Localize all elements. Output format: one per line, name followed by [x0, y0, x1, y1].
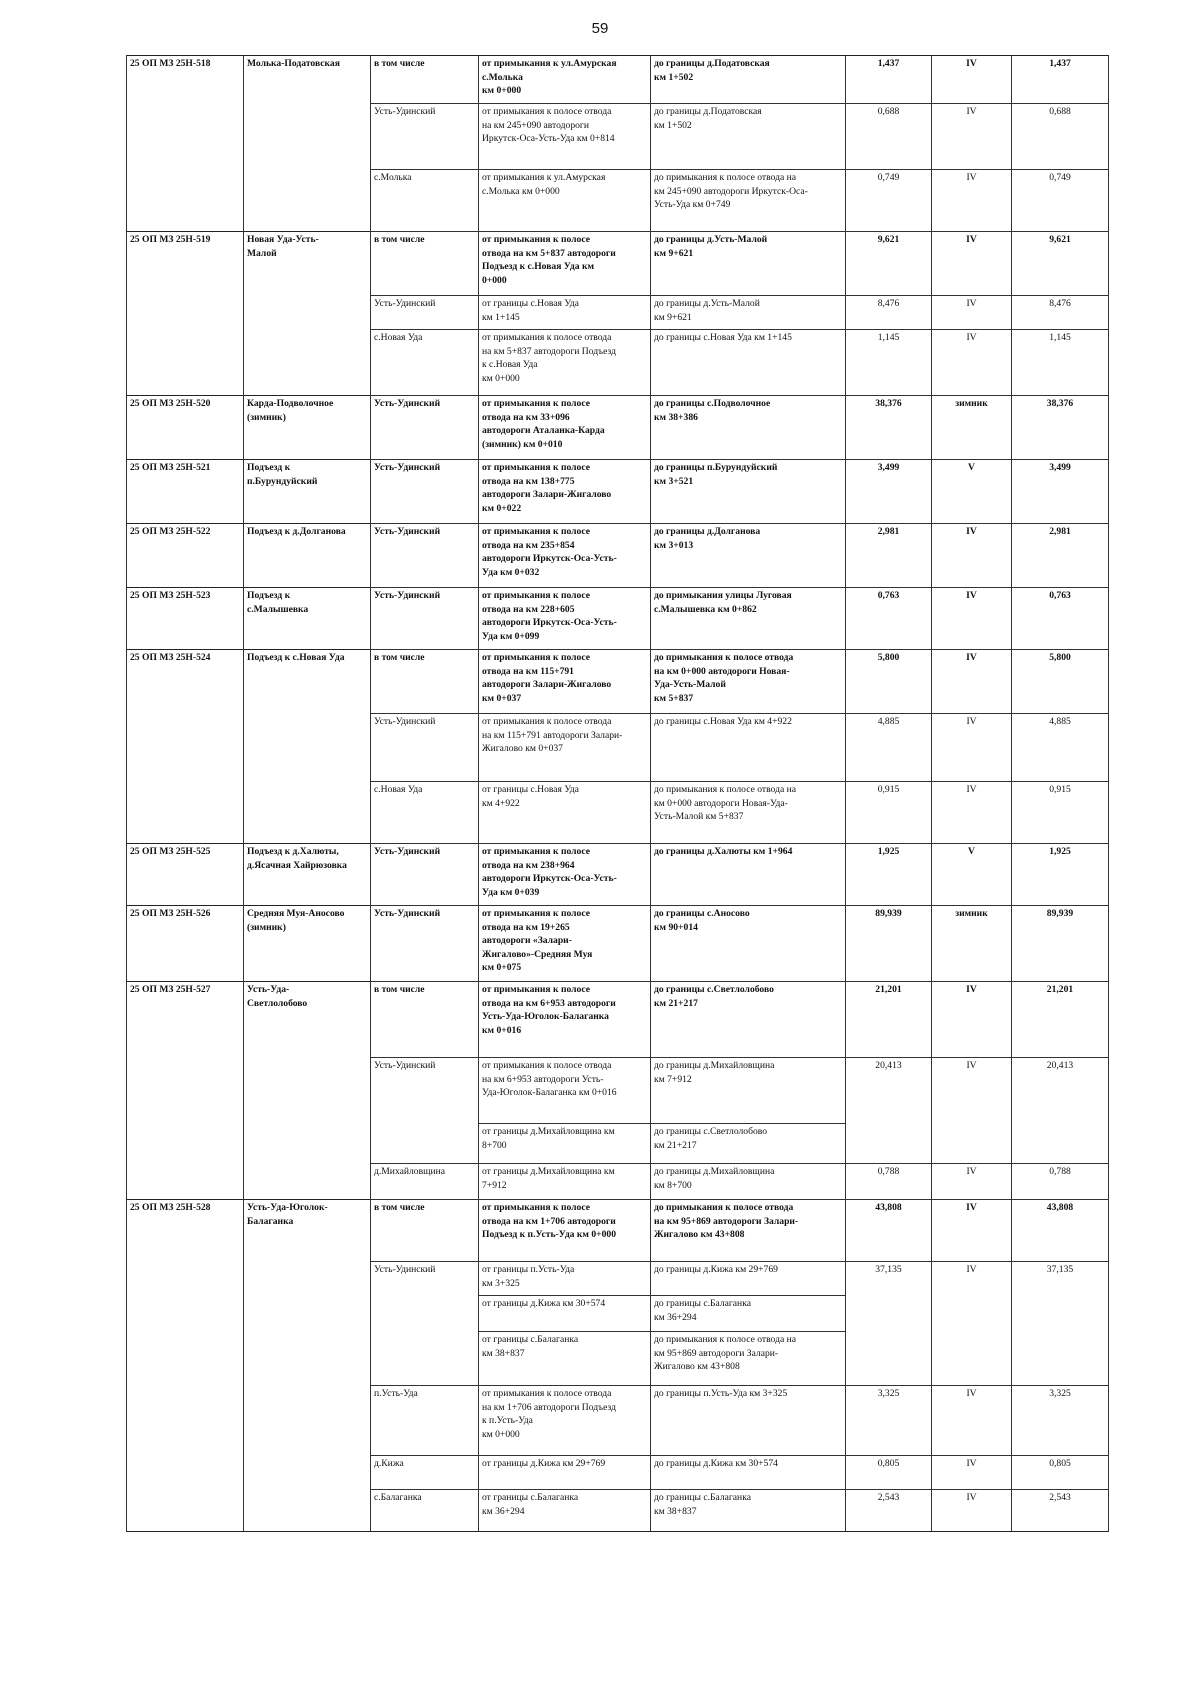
total-length-cell: 0,788	[1012, 1164, 1109, 1200]
end-point-cell: до границы д.Михайловщина км 7+912	[651, 1058, 846, 1124]
road-name-cell: Карда-Подволочное (зимник)	[244, 396, 371, 460]
end-point-cell: до границы д.Долганова км 3+013	[651, 524, 846, 588]
end-point-cell: до границы д.Халюты км 1+964	[651, 844, 846, 906]
end-point-cell: до границы с.Балаганка км 38+837	[651, 1490, 846, 1532]
end-point-cell: до границы д.Усть-Малой км 9+621	[651, 232, 846, 296]
road-code-cell	[127, 1296, 244, 1332]
start-point-cell: от границы д.Кижа км 30+574	[479, 1296, 651, 1332]
start-point-cell: от границы д.Михайловщина км 8+700	[479, 1124, 651, 1164]
category-cell: IV	[932, 982, 1012, 1058]
district-cell: с.Новая Уда	[371, 782, 479, 844]
district-cell: в том числе	[371, 56, 479, 104]
total-length-cell: 0,688	[1012, 104, 1109, 170]
category-cell: IV	[932, 588, 1012, 650]
table-row	[127, 460, 1109, 524]
district-cell	[371, 1124, 479, 1164]
length-cell: 9,621	[846, 232, 932, 296]
start-point-cell: от границы п.Усть-Уда км 3+325	[479, 1262, 651, 1296]
district-cell: Усть-Удинский	[371, 396, 479, 460]
road-name-cell	[244, 1262, 371, 1296]
length-cell: 89,939	[846, 906, 932, 982]
table-row	[127, 982, 1109, 1058]
table-row	[127, 650, 1109, 714]
road-code-cell	[127, 1386, 244, 1456]
table-row	[127, 1262, 1109, 1296]
page-number: 59	[591, 20, 609, 37]
category-cell: IV	[932, 1200, 1012, 1262]
start-point-cell: от примыкания к полосе отвода на км 5+837 автодороги Подъезд к с.Новая Уда км 0+000	[479, 330, 651, 396]
road-name-cell	[244, 1058, 371, 1124]
district-cell: Усть-Удинский	[371, 460, 479, 524]
road-code-cell	[127, 1058, 244, 1124]
total-length-cell: 0,763	[1012, 588, 1109, 650]
table-row	[127, 330, 1109, 396]
total-length-cell: 1,437	[1012, 56, 1109, 104]
road-name-cell	[244, 1456, 371, 1490]
category-cell: IV	[932, 170, 1012, 232]
total-length-cell: 3,499	[1012, 460, 1109, 524]
end-point-cell: до границы с.Новая Уда км 1+145	[651, 330, 846, 396]
road-code-cell: 25 ОП МЗ 25Н-521	[127, 460, 244, 524]
district-cell: д.Михайловщина	[371, 1164, 479, 1200]
total-length-cell: 38,376	[1012, 396, 1109, 460]
end-point-cell: до границы д.Усть-Малой км 9+621	[651, 296, 846, 330]
start-point-cell: от границы д.Кижа км 29+769	[479, 1456, 651, 1490]
road-code-cell: 25 ОП МЗ 25Н-523	[127, 588, 244, 650]
length-cell: 37,135	[846, 1262, 932, 1296]
category-cell	[932, 1124, 1012, 1164]
category-cell: IV	[932, 1490, 1012, 1532]
table-row	[127, 844, 1109, 906]
start-point-cell: от границы с.Новая Уда км 1+145	[479, 296, 651, 330]
total-length-cell: 0,805	[1012, 1456, 1109, 1490]
start-point-cell: от примыкания к полосе отвода на км 115+791 автодороги Залари-Жигалово км 0+037	[479, 650, 651, 714]
end-point-cell: до примыкания к полосе отвода на км 0+000 автодороги Новая- Уда-Усть-Малой км 5+837	[651, 650, 846, 714]
end-point-cell: до границы с.Аносово км 90+014	[651, 906, 846, 982]
end-point-cell: до границы д.Кижа км 30+574	[651, 1456, 846, 1490]
total-length-cell: 4,885	[1012, 714, 1109, 782]
road-code-cell: 25 ОП МЗ 25Н-527	[127, 982, 244, 1058]
road-code-cell	[127, 1456, 244, 1490]
road-code-cell	[127, 1332, 244, 1386]
start-point-cell: от примыкания к полосе отвода на км 235+854 автодороги Иркутск-Оса-Усть- Уда км 0+032	[479, 524, 651, 588]
road-name-cell: Усть-Уда-Юголок- Балаганка	[244, 1200, 371, 1262]
table-row	[127, 1386, 1109, 1456]
road-name-cell	[244, 714, 371, 782]
start-point-cell: от примыкания к полосе отвода на км 1+706 автодороги Подъезд к п.Усть-Уда км 0+000	[479, 1200, 651, 1262]
road-name-cell	[244, 1386, 371, 1456]
district-cell: Усть-Удинский	[371, 524, 479, 588]
roads-table	[126, 55, 1109, 1532]
district-cell: Усть-Удинский	[371, 588, 479, 650]
total-length-cell: 20,413	[1012, 1058, 1109, 1124]
end-point-cell: до примыкания к полосе отвода на км 95+869 автодороги Залари- Жигалово км 43+808	[651, 1200, 846, 1262]
road-code-cell: 25 ОП МЗ 25Н-518	[127, 56, 244, 104]
category-cell: IV	[932, 650, 1012, 714]
table-row	[127, 104, 1109, 170]
road-name-cell	[244, 170, 371, 232]
start-point-cell: от примыкания к полосе отвода на км 138+775 автодороги Залари-Жигалово км 0+022	[479, 460, 651, 524]
start-point-cell: от примыкания к полосе отвода на км 6+953 автодороги Усть-Уда-Юголок-Балаганка км 0+016	[479, 982, 651, 1058]
category-cell: IV	[932, 1164, 1012, 1200]
table-row	[127, 232, 1109, 296]
total-length-cell	[1012, 1124, 1109, 1164]
length-cell	[846, 1332, 932, 1386]
road-name-cell	[244, 1490, 371, 1532]
end-point-cell: до границы с.Светлолобово км 21+217	[651, 1124, 846, 1164]
end-point-cell: до границы с.Новая Уда км 4+922	[651, 714, 846, 782]
road-code-cell	[127, 1124, 244, 1164]
total-length-cell: 37,135	[1012, 1262, 1109, 1296]
length-cell: 38,376	[846, 396, 932, 460]
road-name-cell: Подъезд к с.Малышевка	[244, 588, 371, 650]
end-point-cell: до границы д.Михайловщина км 8+700	[651, 1164, 846, 1200]
road-name-cell	[244, 1164, 371, 1200]
table-row	[127, 296, 1109, 330]
road-code-cell	[127, 1490, 244, 1532]
start-point-cell: от примыкания к полосе отвода на км 19+265 автодороги «Залари- Жигалово»-Средняя Муя км 0+075	[479, 906, 651, 982]
road-code-cell: 25 ОП МЗ 25Н-524	[127, 650, 244, 714]
road-name-cell	[244, 1296, 371, 1332]
category-cell: IV	[932, 56, 1012, 104]
category-cell: IV	[932, 296, 1012, 330]
start-point-cell: от примыкания к ул.Амурская с.Молька км 0+000	[479, 170, 651, 232]
road-name-cell: Усть-Уда- Светлолобово	[244, 982, 371, 1058]
district-cell: с.Балаганка	[371, 1490, 479, 1532]
end-point-cell: до примыкания к полосе отвода на км 245+090 автодороги Иркутск-Оса- Усть-Уда км 0+749	[651, 170, 846, 232]
table-row	[127, 714, 1109, 782]
road-code-cell	[127, 170, 244, 232]
category-cell: IV	[932, 1386, 1012, 1456]
road-name-cell: Подъезд к с.Новая Уда	[244, 650, 371, 714]
district-cell: Усть-Удинский	[371, 104, 479, 170]
end-point-cell: до границы с.Балаганка км 36+294	[651, 1296, 846, 1332]
category-cell: IV	[932, 232, 1012, 296]
road-name-cell: Новая Уда-Усть- Малой	[244, 232, 371, 296]
length-cell	[846, 1296, 932, 1332]
category-cell: IV	[932, 1262, 1012, 1296]
total-length-cell: 1,925	[1012, 844, 1109, 906]
total-length-cell: 0,915	[1012, 782, 1109, 844]
road-name-cell	[244, 296, 371, 330]
table-row	[127, 396, 1109, 460]
road-name-cell	[244, 104, 371, 170]
district-cell: в том числе	[371, 982, 479, 1058]
road-code-cell: 25 ОП МЗ 25Н-520	[127, 396, 244, 460]
table-row	[127, 170, 1109, 232]
category-cell: зимник	[932, 396, 1012, 460]
end-point-cell: до примыкания к полосе отвода на км 95+869 автодороги Залари- Жигалово км 43+808	[651, 1332, 846, 1386]
road-code-cell	[127, 104, 244, 170]
end-point-cell: до границы д.Податовская км 1+502	[651, 104, 846, 170]
length-cell: 20,413	[846, 1058, 932, 1124]
start-point-cell: от примыкания к ул.Амурская с.Молька км 0+000	[479, 56, 651, 104]
length-cell: 43,808	[846, 1200, 932, 1262]
road-name-cell	[244, 782, 371, 844]
category-cell	[932, 1296, 1012, 1332]
road-code-cell	[127, 296, 244, 330]
road-code-cell: 25 ОП МЗ 25Н-522	[127, 524, 244, 588]
start-point-cell: от примыкания к полосе отвода на км 5+837 автодороги Подъезд к с.Новая Уда км 0+000	[479, 232, 651, 296]
end-point-cell: до границы п.Бурундуйский км 3+521	[651, 460, 846, 524]
road-name-cell	[244, 1332, 371, 1386]
district-cell: с.Молька	[371, 170, 479, 232]
table-row	[127, 782, 1109, 844]
category-cell: зимник	[932, 906, 1012, 982]
road-name-cell: Подъезд к д.Халюты, д.Ясачная Хайрюзовка	[244, 844, 371, 906]
start-point-cell: от границы с.Балаганка км 36+294	[479, 1490, 651, 1532]
length-cell: 21,201	[846, 982, 932, 1058]
total-length-cell: 1,145	[1012, 330, 1109, 396]
total-length-cell: 43,808	[1012, 1200, 1109, 1262]
length-cell	[846, 1124, 932, 1164]
category-cell: IV	[932, 782, 1012, 844]
start-point-cell: от примыкания к полосе отвода на км 1+706 автодороги Подъезд к п.Усть-Уда км 0+000	[479, 1386, 651, 1456]
length-cell: 2,543	[846, 1490, 932, 1532]
start-point-cell: от границы с.Новая Уда км 4+922	[479, 782, 651, 844]
table-row	[127, 1058, 1109, 1124]
category-cell: IV	[932, 714, 1012, 782]
district-cell: Усть-Удинский	[371, 844, 479, 906]
road-code-cell	[127, 330, 244, 396]
start-point-cell: от примыкания к полосе отвода на км 245+090 автодороги Иркутск-Оса-Усть-Уда км 0+814	[479, 104, 651, 170]
district-cell: д.Кижа	[371, 1456, 479, 1490]
road-name-cell: Молька-Податовская	[244, 56, 371, 104]
district-cell: в том числе	[371, 650, 479, 714]
road-name-cell: Подъезд к д.Долганова	[244, 524, 371, 588]
table-bottom-border	[126, 1531, 1108, 1532]
total-length-cell: 3,325	[1012, 1386, 1109, 1456]
district-cell: в том числе	[371, 1200, 479, 1262]
end-point-cell: до границы с.Светлолобово км 21+217	[651, 982, 846, 1058]
length-cell: 1,437	[846, 56, 932, 104]
table-row	[127, 906, 1109, 982]
length-cell: 0,688	[846, 104, 932, 170]
start-point-cell: от границы с.Балаганка км 38+837	[479, 1332, 651, 1386]
district-cell: Усть-Удинский	[371, 296, 479, 330]
total-length-cell: 9,621	[1012, 232, 1109, 296]
total-length-cell	[1012, 1296, 1109, 1332]
length-cell: 0,749	[846, 170, 932, 232]
category-cell: IV	[932, 1456, 1012, 1490]
length-cell: 4,885	[846, 714, 932, 782]
district-cell: Усть-Удинский	[371, 1058, 479, 1124]
end-point-cell: до границы д.Кижа км 29+769	[651, 1262, 846, 1296]
road-code-cell	[127, 714, 244, 782]
start-point-cell: от примыкания к полосе отвода на км 33+096 автодороги Аталанка-Карда (зимник) км 0+010	[479, 396, 651, 460]
road-code-cell	[127, 782, 244, 844]
length-cell: 5,800	[846, 650, 932, 714]
table-row	[127, 1332, 1109, 1386]
road-code-cell: 25 ОП МЗ 25Н-528	[127, 1200, 244, 1262]
district-cell	[371, 1332, 479, 1386]
road-code-cell	[127, 1164, 244, 1200]
start-point-cell: от примыкания к полосе отвода на км 238+964 автодороги Иркутск-Оса-Усть- Уда км 0+039	[479, 844, 651, 906]
table-row	[127, 56, 1109, 104]
length-cell: 8,476	[846, 296, 932, 330]
road-code-cell	[127, 1262, 244, 1296]
category-cell: V	[932, 460, 1012, 524]
road-name-cell: Средняя Муя-Аносово (зимник)	[244, 906, 371, 982]
end-point-cell: до границы с.Подволочное км 38+386	[651, 396, 846, 460]
total-length-cell: 2,543	[1012, 1490, 1109, 1532]
total-length-cell: 2,981	[1012, 524, 1109, 588]
category-cell: V	[932, 844, 1012, 906]
length-cell: 3,325	[846, 1386, 932, 1456]
total-length-cell: 89,939	[1012, 906, 1109, 982]
category-cell: IV	[932, 330, 1012, 396]
category-cell: IV	[932, 524, 1012, 588]
length-cell: 0,805	[846, 1456, 932, 1490]
district-cell: Усть-Удинский	[371, 906, 479, 982]
category-cell: IV	[932, 104, 1012, 170]
length-cell: 1,145	[846, 330, 932, 396]
district-cell: с.Новая Уда	[371, 330, 479, 396]
length-cell: 0,788	[846, 1164, 932, 1200]
start-point-cell: от примыкания к полосе отвода на км 228+605 автодороги Иркутск-Оса-Усть- Уда км 0+099	[479, 588, 651, 650]
end-point-cell: до границы д.Податовская км 1+502	[651, 56, 846, 104]
length-cell: 3,499	[846, 460, 932, 524]
length-cell: 1,925	[846, 844, 932, 906]
end-point-cell: до границы п.Усть-Уда км 3+325	[651, 1386, 846, 1456]
end-point-cell: до примыкания улицы Луговая с.Малышевка км 0+862	[651, 588, 846, 650]
district-cell	[371, 1296, 479, 1332]
end-point-cell: до примыкания к полосе отвода на км 0+000 автодороги Новая-Уда- Усть-Малой км 5+837	[651, 782, 846, 844]
length-cell: 0,915	[846, 782, 932, 844]
road-code-cell: 25 ОП МЗ 25Н-525	[127, 844, 244, 906]
road-name-cell	[244, 1124, 371, 1164]
road-code-cell: 25 ОП МЗ 25Н-519	[127, 232, 244, 296]
road-name-cell: Подъезд к п.Бурундуйский	[244, 460, 371, 524]
district-cell: Усть-Удинский	[371, 1262, 479, 1296]
total-length-cell: 0,749	[1012, 170, 1109, 232]
table-row	[127, 1490, 1109, 1532]
table-row	[127, 1456, 1109, 1490]
district-cell: Усть-Удинский	[371, 714, 479, 782]
district-cell: п.Усть-Уда	[371, 1386, 479, 1456]
table-row	[127, 1164, 1109, 1200]
total-length-cell: 21,201	[1012, 982, 1109, 1058]
table-row	[127, 1124, 1109, 1164]
road-name-cell	[244, 330, 371, 396]
table-row	[127, 524, 1109, 588]
start-point-cell: от примыкания к полосе отвода на км 115+791 автодороги Залари- Жигалово км 0+037	[479, 714, 651, 782]
table-row	[127, 1296, 1109, 1332]
category-cell: IV	[932, 1058, 1012, 1124]
table-row	[127, 1200, 1109, 1262]
total-length-cell	[1012, 1332, 1109, 1386]
length-cell: 0,763	[846, 588, 932, 650]
start-point-cell: от примыкания к полосе отвода на км 6+953 автодороги Усть- Уда-Юголок-Балаганка км 0+016	[479, 1058, 651, 1124]
length-cell: 2,981	[846, 524, 932, 588]
category-cell	[932, 1332, 1012, 1386]
start-point-cell: от границы д.Михайловщина км 7+912	[479, 1164, 651, 1200]
road-code-cell: 25 ОП МЗ 25Н-526	[127, 906, 244, 982]
total-length-cell: 5,800	[1012, 650, 1109, 714]
district-cell: в том числе	[371, 232, 479, 296]
table-row	[127, 588, 1109, 650]
total-length-cell: 8,476	[1012, 296, 1109, 330]
